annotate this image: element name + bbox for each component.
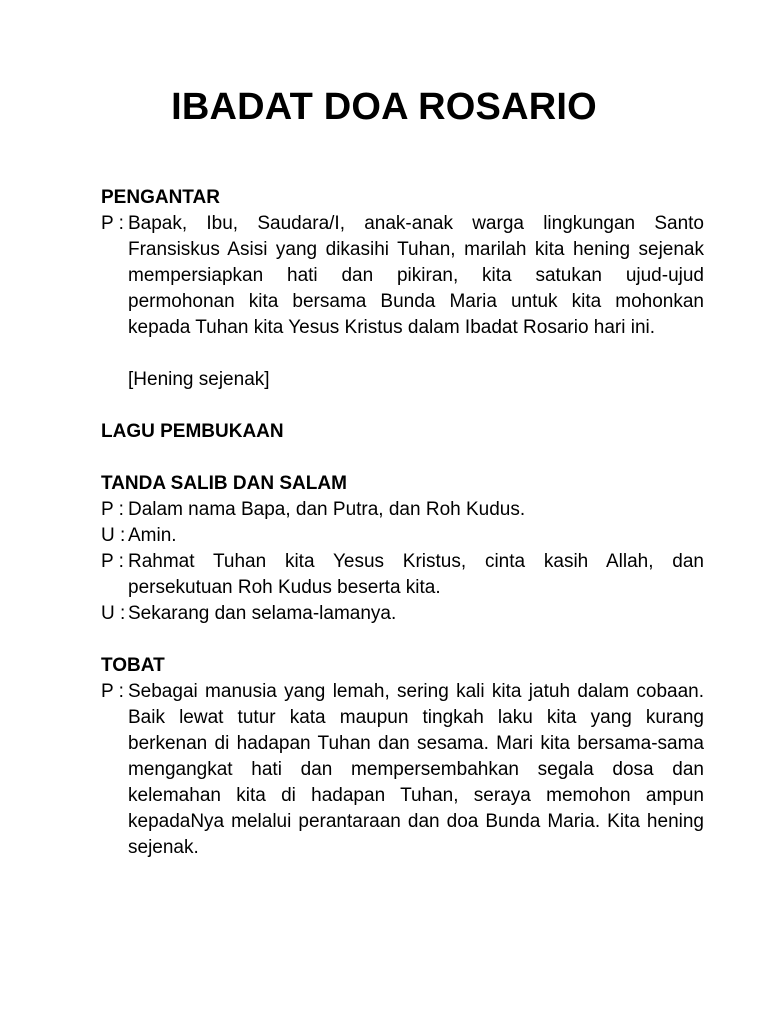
spacer: [101, 393, 704, 419]
document-title: IBADAT DOA ROSARIO: [171, 86, 597, 128]
speaker-label: P :: [101, 499, 124, 520]
document-body: [101, 185, 704, 861]
dialogue-line: [101, 497, 704, 523]
section-heading-tobat: TOBAT: [101, 655, 165, 676]
speaker-label: U :: [101, 603, 126, 624]
dialogue-text: Rahmat Tuhan kita Yesus Kristus, cinta kasih Allah, dan persekutuan Roh Kudus beserta kita.: [128, 551, 704, 598]
dialogue-text: Dalam nama Bapa, dan Putra, dan Roh Kudus.: [128, 499, 526, 520]
dialogue-line: [101, 679, 704, 861]
dialogue-text: Sebagai manusia yang lemah, sering kali kita jatuh dalam cobaan. Baik lewat tutur kata maupun tingkah laku kita yang kurang berkenan di hadapan Tuhan dan sesama. Mari kita bersama-sama mengangkat hati dan mempersembahkan segala dosa dan kelemahan kita di hadapan Tuhan, seraya memohon ampun kepadaNya melalui perantaraan dan doa Bunda Maria. Kita hening sejenak.: [128, 681, 704, 858]
section-heading-tanda-salib: TANDA SALIB DAN SALAM: [101, 473, 347, 494]
speaker-label: P :: [101, 551, 124, 572]
dialogue-text: Amin.: [128, 525, 177, 546]
dialogue-line: [101, 523, 704, 549]
dialogue-line: [101, 211, 704, 341]
spacer: [101, 627, 704, 653]
rubric-note: [Hening sejenak]: [128, 369, 270, 390]
speaker-label: P :: [101, 681, 124, 702]
spacer: [101, 445, 704, 471]
section-heading-lagu-pembukaan: LAGU PEMBUKAAN: [101, 421, 284, 442]
dialogue-line: [101, 549, 704, 601]
dialogue-line: [101, 601, 704, 627]
dialogue-text: Sekarang dan selama-lamanya.: [128, 603, 397, 624]
speaker-label: P :: [101, 213, 124, 234]
dialogue-text: Bapak, Ibu, Saudara/I, anak-anak warga lingkungan Santo Fransiskus Asisi yang dikasihi Tuhan, marilah kita hening sejenak mempersiapkan hati dan pikiran, kita satukan ujud-ujud permohonan kita bersama Bunda Maria untuk kita mohonkan kepada Tuhan kita Yesus Kristus dalam Ibadat Rosario hari ini.: [128, 213, 704, 338]
spacer: [101, 341, 704, 367]
section-heading-pengantar: PENGANTAR: [101, 187, 220, 208]
speaker-label: U :: [101, 525, 126, 546]
